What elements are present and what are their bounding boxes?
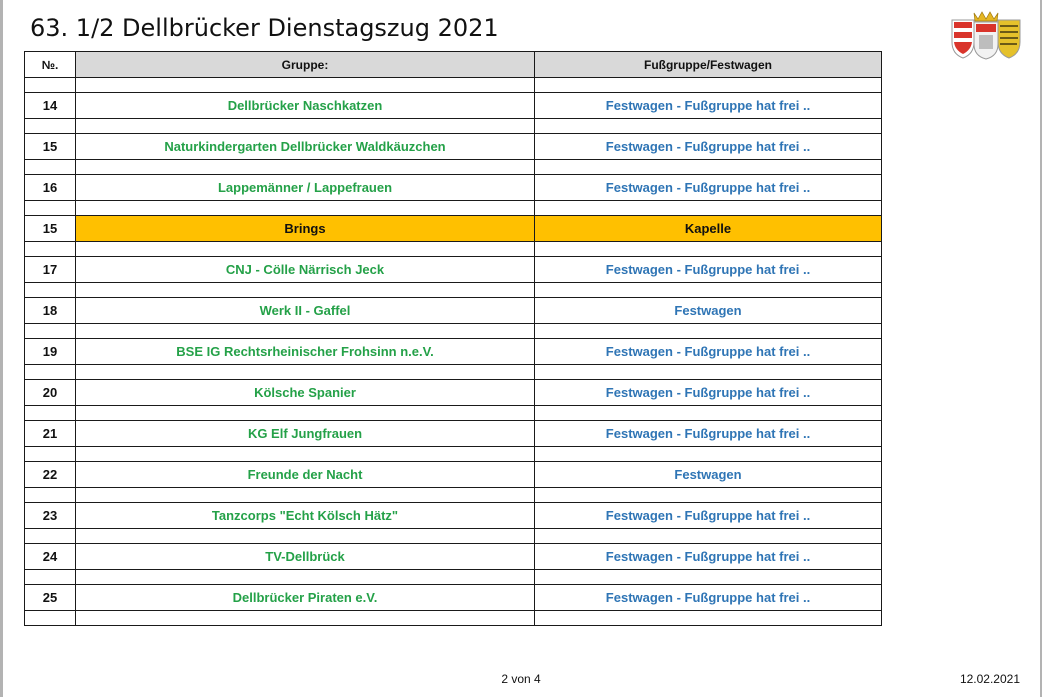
spacer-row	[25, 201, 882, 216]
page-number: 2 von 4	[501, 672, 541, 686]
spacer-cell	[25, 611, 76, 626]
spacer-cell	[25, 447, 76, 462]
row-type: Festwagen - Fußgruppe hat frei ..	[535, 585, 882, 611]
print-date: 12.02.2021	[959, 672, 1020, 686]
spacer-row	[25, 488, 882, 503]
spacer-cell	[535, 242, 882, 257]
row-type: Festwagen - Fußgruppe hat frei ..	[535, 339, 882, 365]
row-type: Festwagen	[535, 298, 882, 324]
spacer-cell	[76, 78, 535, 93]
spacer-cell	[25, 365, 76, 380]
table-row	[25, 298, 882, 324]
row-number: 15	[25, 134, 76, 160]
spacer-cell	[76, 160, 535, 175]
row-number: 21	[25, 421, 76, 447]
row-number: 15	[25, 216, 76, 242]
table-row	[25, 134, 882, 160]
spacer-cell	[25, 324, 76, 339]
row-number: 24	[25, 544, 76, 570]
row-type: Festwagen - Fußgruppe hat frei ..	[535, 134, 882, 160]
row-number: 18	[25, 298, 76, 324]
table-row	[25, 175, 882, 201]
row-group: BSE IG Rechtsrheinischer Frohsinn n.e.V.	[76, 339, 535, 365]
table-header-row	[25, 52, 882, 78]
spacer-cell	[76, 488, 535, 503]
table-row	[25, 93, 882, 119]
spacer-cell	[76, 611, 535, 626]
row-number: 14	[25, 93, 76, 119]
spacer-cell	[76, 201, 535, 216]
spacer-row	[25, 119, 882, 134]
spacer-cell	[535, 283, 882, 298]
table-row	[25, 462, 882, 488]
row-group: Naturkindergarten Dellbrücker Waldkäuzchen	[76, 134, 535, 160]
page-edge-left	[0, 0, 3, 697]
spacer-cell	[25, 283, 76, 298]
row-number: 20	[25, 380, 76, 406]
header-group: Gruppe:	[76, 52, 535, 78]
row-type: Festwagen - Fußgruppe hat frei ..	[535, 257, 882, 283]
table-row	[25, 544, 882, 570]
table-row	[25, 339, 882, 365]
spacer-row	[25, 406, 882, 421]
spacer-cell	[25, 488, 76, 503]
spacer-cell	[535, 570, 882, 585]
table-row	[25, 585, 882, 611]
header-number: №.	[25, 52, 76, 78]
table-row	[25, 257, 882, 283]
spacer-cell	[25, 119, 76, 134]
spacer-cell	[76, 283, 535, 298]
spacer-cell	[25, 201, 76, 216]
row-number: 17	[25, 257, 76, 283]
spacer-cell	[535, 160, 882, 175]
spacer-cell	[535, 611, 882, 626]
spacer-row	[25, 78, 882, 93]
spacer-row	[25, 611, 882, 626]
spacer-row	[25, 324, 882, 339]
row-number: 22	[25, 462, 76, 488]
spacer-row	[25, 529, 882, 544]
table-row	[25, 421, 882, 447]
schedule-table	[24, 51, 882, 626]
row-number: 19	[25, 339, 76, 365]
page-title: 63. 1/2 Dellbrücker Dienstagszug 2021	[30, 14, 499, 42]
row-group: Dellbrücker Naschkatzen	[76, 93, 535, 119]
row-type: Kapelle	[535, 216, 882, 242]
table-body	[25, 78, 882, 626]
row-type: Festwagen - Fußgruppe hat frei ..	[535, 544, 882, 570]
spacer-cell	[535, 78, 882, 93]
row-group: KG Elf Jungfrauen	[76, 421, 535, 447]
row-group: Dellbrücker Piraten e.V.	[76, 585, 535, 611]
row-type: Festwagen - Fußgruppe hat frei ..	[535, 380, 882, 406]
spacer-cell	[76, 242, 535, 257]
header-type: Fußgruppe/Festwagen	[535, 52, 882, 78]
spacer-cell	[25, 529, 76, 544]
spacer-cell	[25, 78, 76, 93]
spacer-row	[25, 160, 882, 175]
spacer-cell	[535, 119, 882, 134]
spacer-cell	[25, 242, 76, 257]
row-group: CNJ - Cölle Närrisch Jeck	[76, 257, 535, 283]
row-type: Festwagen - Fußgruppe hat frei ..	[535, 93, 882, 119]
table-row	[25, 503, 882, 529]
spacer-cell	[76, 119, 535, 134]
spacer-cell	[535, 406, 882, 421]
spacer-row	[25, 365, 882, 380]
row-number: 23	[25, 503, 76, 529]
row-group: Kölsche Spanier	[76, 380, 535, 406]
row-type: Festwagen - Fußgruppe hat frei ..	[535, 421, 882, 447]
spacer-row	[25, 447, 882, 462]
coat-of-arms-icon	[950, 10, 1022, 60]
row-type: Festwagen - Fußgruppe hat frei ..	[535, 175, 882, 201]
row-group: Werk II - Gaffel	[76, 298, 535, 324]
spacer-cell	[535, 324, 882, 339]
spacer-cell	[535, 201, 882, 216]
spacer-cell	[535, 365, 882, 380]
spacer-cell	[25, 160, 76, 175]
spacer-cell	[535, 529, 882, 544]
table-row	[25, 380, 882, 406]
spacer-cell	[25, 406, 76, 421]
row-group: Tanzcorps "Echt Kölsch Hätz"	[76, 503, 535, 529]
spacer-row	[25, 570, 882, 585]
row-group: Freunde der Nacht	[76, 462, 535, 488]
row-number: 16	[25, 175, 76, 201]
spacer-row	[25, 283, 882, 298]
spacer-cell	[76, 406, 535, 421]
spacer-cell	[76, 365, 535, 380]
row-number: 25	[25, 585, 76, 611]
row-type: Festwagen	[535, 462, 882, 488]
spacer-cell	[76, 570, 535, 585]
spacer-cell	[535, 488, 882, 503]
spacer-cell	[25, 570, 76, 585]
spacer-cell	[535, 447, 882, 462]
row-type: Festwagen - Fußgruppe hat frei ..	[535, 503, 882, 529]
row-group: Brings	[76, 216, 535, 242]
row-group: Lappemänner / Lappefrauen	[76, 175, 535, 201]
spacer-row	[25, 242, 882, 257]
row-group: TV-Dellbrück	[76, 544, 535, 570]
spacer-cell	[76, 447, 535, 462]
spacer-cell	[76, 529, 535, 544]
spacer-cell	[76, 324, 535, 339]
table-row	[25, 216, 882, 242]
